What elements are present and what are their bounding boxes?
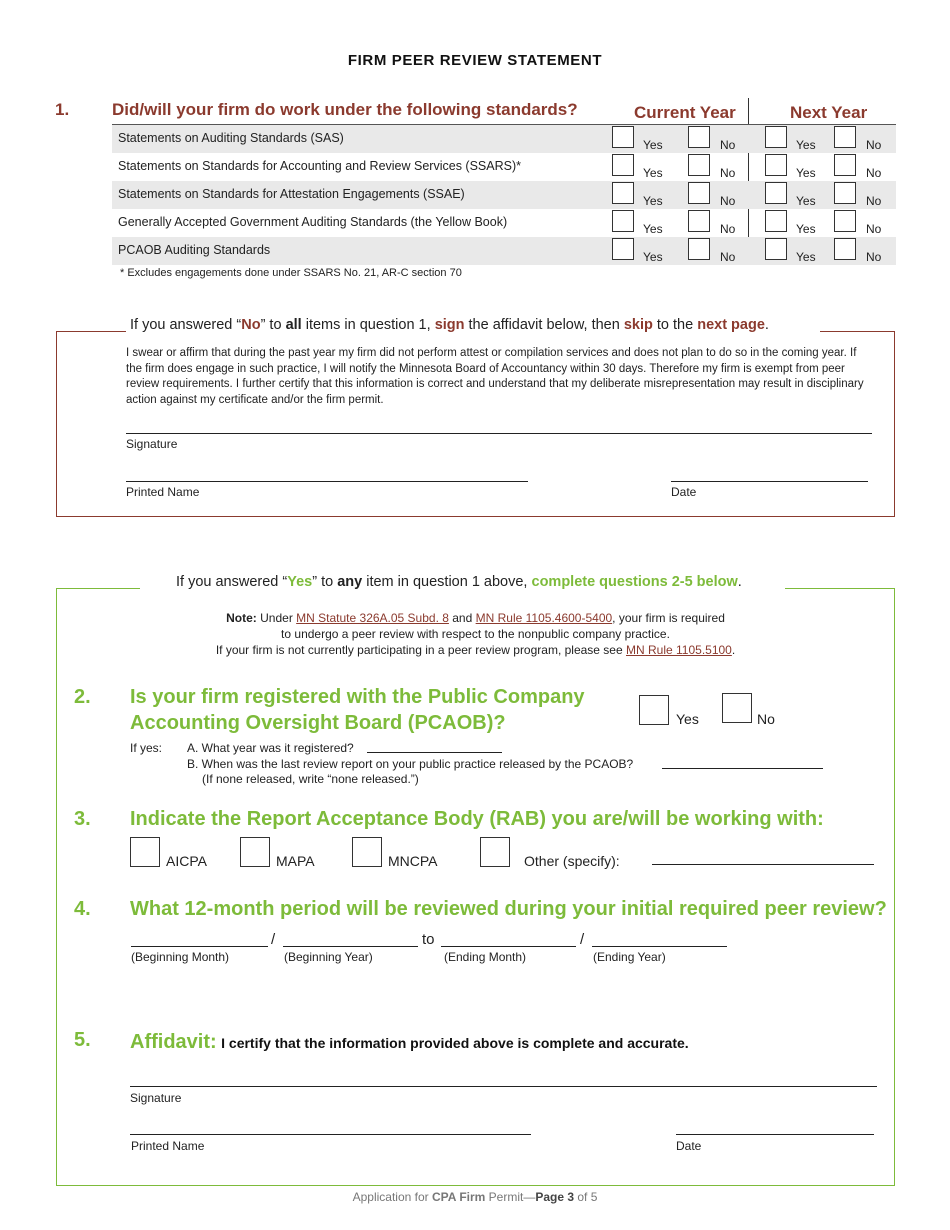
col-current-year: Current Year — [634, 103, 736, 122]
rab-mncpa-label: MNCPA — [388, 853, 438, 869]
col-next-year: Next Year — [790, 103, 868, 122]
current-no-label: No — [720, 250, 736, 264]
next-no-label: No — [866, 138, 882, 152]
q2-number: 2. — [74, 686, 91, 708]
standard-label: PCAOB Auditing Standards — [118, 243, 271, 257]
current-yes-checkbox[interactable] — [612, 210, 634, 232]
q2-yes-label: Yes — [676, 711, 699, 727]
q5-signature-label: Signature — [130, 1091, 182, 1105]
next-no-checkbox[interactable] — [834, 210, 856, 232]
current-yes-label: Yes — [643, 222, 663, 236]
current-no-checkbox[interactable] — [688, 210, 710, 232]
ending-month-line[interactable] — [441, 946, 576, 947]
current-no-checkbox[interactable] — [688, 182, 710, 204]
rab-mapa-label: MAPA — [276, 853, 315, 869]
date-line[interactable] — [671, 481, 868, 482]
q4-number: 4. — [74, 898, 91, 920]
rab-mapa-checkbox[interactable] — [240, 837, 270, 867]
next-no-checkbox[interactable] — [834, 126, 856, 148]
next-yes-checkbox[interactable] — [765, 126, 787, 148]
q1-number: 1. — [55, 100, 70, 119]
next-yes-label: Yes — [796, 138, 816, 152]
page-footer: Application for CPA Firm Permit—Page 3 of 5 — [352, 1190, 598, 1204]
mn-rule-4600-link[interactable]: MN Rule 1105.4600-5400 — [475, 611, 613, 625]
rab-other-line[interactable] — [652, 864, 874, 865]
rab-mncpa-checkbox[interactable] — [352, 837, 382, 867]
date-label: Date — [671, 485, 697, 499]
q4-heading: What 12-month period will be reviewed during your initial required peer review? — [130, 898, 887, 920]
q4-slash-2: / — [580, 931, 585, 948]
current-no-checkbox[interactable] — [688, 238, 710, 260]
rab-aicpa-label: AICPA — [166, 853, 207, 869]
beginning-month-label: (Beginning Month) — [131, 950, 230, 964]
next-no-checkbox[interactable] — [834, 238, 856, 260]
q1-heading: Did/will your firm do work under the following standards? — [112, 100, 578, 119]
next-no-checkbox[interactable] — [834, 182, 856, 204]
beginning-year-line[interactable] — [283, 946, 418, 947]
q5-affidavit: Affidavit: I certify that the information provided above is complete and accurate. — [130, 1031, 689, 1053]
yes-questions-box — [56, 588, 895, 1186]
q2-heading: Is your firm registered with the Public Company Accounting Oversight Board (PCAOB)? — [130, 686, 585, 734]
standard-label: Statements on Auditing Standards (SAS) — [118, 131, 344, 145]
yes-box-heading: If you answered “Yes” to any item in question 1 above, complete questions 2-5 below. — [176, 574, 742, 590]
current-yes-label: Yes — [643, 194, 663, 208]
q2-b-line[interactable] — [662, 768, 823, 769]
no-box-top-right-rule — [820, 331, 895, 332]
rab-other-label: Other (specify): — [524, 853, 620, 869]
signature-label: Signature — [126, 437, 178, 451]
peer-review-note: Note: Under MN Statute 326A.05 Subd. 8 and MN Rule 1105.4600-5400, your firm is required to undergo a peer review with respect to the nonpublic company practice. If your firm is not currently participating in a peer review program, please see MN Rule 1105.5100. — [215, 611, 736, 657]
next-no-checkbox[interactable] — [834, 154, 856, 176]
rab-other-checkbox[interactable] — [480, 837, 510, 867]
next-no-label: No — [866, 194, 882, 208]
no-box-heading: If you answered “No” to all items in question 1, sign the affidavit below, then skip to the next page. — [130, 317, 769, 333]
yes-box-top-right-rule — [785, 588, 895, 589]
next-no-label: No — [866, 250, 882, 264]
current-yes-label: Yes — [643, 250, 663, 264]
current-yes-checkbox[interactable] — [612, 126, 634, 148]
current-no-checkbox[interactable] — [688, 126, 710, 148]
q5-printed-name-label: Printed Name — [131, 1139, 205, 1153]
current-no-label: No — [720, 194, 736, 208]
next-yes-checkbox[interactable] — [765, 182, 787, 204]
next-no-label: No — [866, 222, 882, 236]
current-yes-checkbox[interactable] — [612, 238, 634, 260]
no-box-top-left-rule — [56, 331, 126, 332]
signature-line[interactable] — [126, 433, 872, 434]
rab-aicpa-checkbox[interactable] — [130, 837, 160, 867]
q3-number: 3. — [74, 808, 91, 830]
page-title: FIRM PEER REVIEW STATEMENT — [347, 52, 603, 69]
next-yes-label: Yes — [796, 194, 816, 208]
current-no-checkbox[interactable] — [688, 154, 710, 176]
q2-yes-checkbox[interactable] — [639, 695, 669, 725]
printed-name-label: Printed Name — [126, 485, 200, 499]
next-yes-label: Yes — [796, 222, 816, 236]
standard-label: Statements on Standards for Attestation Engagements (SSAE) — [118, 187, 465, 201]
q5-number: 5. — [74, 1029, 91, 1051]
no-affidavit-text: I swear or affirm that during the past year my firm did not perform attest or compilation services and does not plan to do so in the coming year. If the firm does engage in such practice, I will notify the Minnesota Board of Accountancy within 30 days. Therefore my firm is exempt from peer review requirements. I further certify that this information is correct and understand that my deliberate misrepresentation may result in disciplinary action against my certificate and/or the firm permit. — [126, 347, 864, 406]
q2-no-label: No — [757, 711, 775, 727]
ending-month-label: (Ending Month) — [444, 950, 527, 964]
q2-b-label: B. When was the last review report on your public practice released by the PCAOB? — [187, 757, 634, 771]
current-yes-label: Yes — [643, 138, 663, 152]
q5-date-line[interactable] — [676, 1134, 874, 1135]
next-yes-checkbox[interactable] — [765, 238, 787, 260]
q5-printed-name-line[interactable] — [130, 1134, 531, 1135]
mn-statute-link[interactable]: MN Statute 326A.05 Subd. 8 — [296, 611, 449, 625]
q2-a-label: A. What year was it registered? — [187, 741, 354, 755]
q5-date-label: Date — [676, 1139, 702, 1153]
q3-heading: Indicate the Report Acceptance Body (RAB) you are/will be working with: — [130, 808, 824, 830]
next-yes-label: Yes — [796, 250, 816, 264]
q2-if-yes: If yes: — [130, 741, 163, 755]
current-yes-label: Yes — [643, 166, 663, 180]
q4-slash-1: / — [271, 931, 276, 948]
standard-label: Statements on Standards for Accounting and Review Services (SSARS)* — [118, 159, 521, 173]
beginning-year-label: (Beginning Year) — [284, 950, 373, 964]
q1-footnote: * Excludes engagements done under SSARS No. 21, AR-C section 70 — [120, 267, 462, 279]
yes-box-top-left-rule — [56, 588, 140, 589]
next-yes-checkbox[interactable] — [765, 154, 787, 176]
current-yes-checkbox[interactable] — [612, 182, 634, 204]
current-no-label: No — [720, 222, 736, 236]
ending-year-label: (Ending Year) — [593, 950, 666, 964]
next-yes-checkbox[interactable] — [765, 210, 787, 232]
q2-a-line[interactable] — [367, 752, 502, 753]
q4-to: to — [422, 931, 435, 948]
beginning-month-line[interactable] — [131, 946, 268, 947]
current-no-label: No — [720, 138, 736, 152]
q2-b-note: (If none released, write “none released.”) — [202, 772, 419, 786]
next-no-label: No — [866, 166, 882, 180]
next-yes-label: Yes — [796, 166, 816, 180]
printed-name-line[interactable] — [126, 481, 528, 482]
q5-signature-line[interactable] — [130, 1086, 877, 1087]
standard-label: Generally Accepted Government Auditing Standards (the Yellow Book) — [118, 215, 508, 229]
q2-no-checkbox[interactable] — [722, 693, 752, 723]
mn-rule-5100-link[interactable]: MN Rule 1105.5100 — [626, 643, 732, 657]
ending-year-line[interactable] — [592, 946, 727, 947]
current-no-label: No — [720, 166, 736, 180]
current-yes-checkbox[interactable] — [612, 154, 634, 176]
